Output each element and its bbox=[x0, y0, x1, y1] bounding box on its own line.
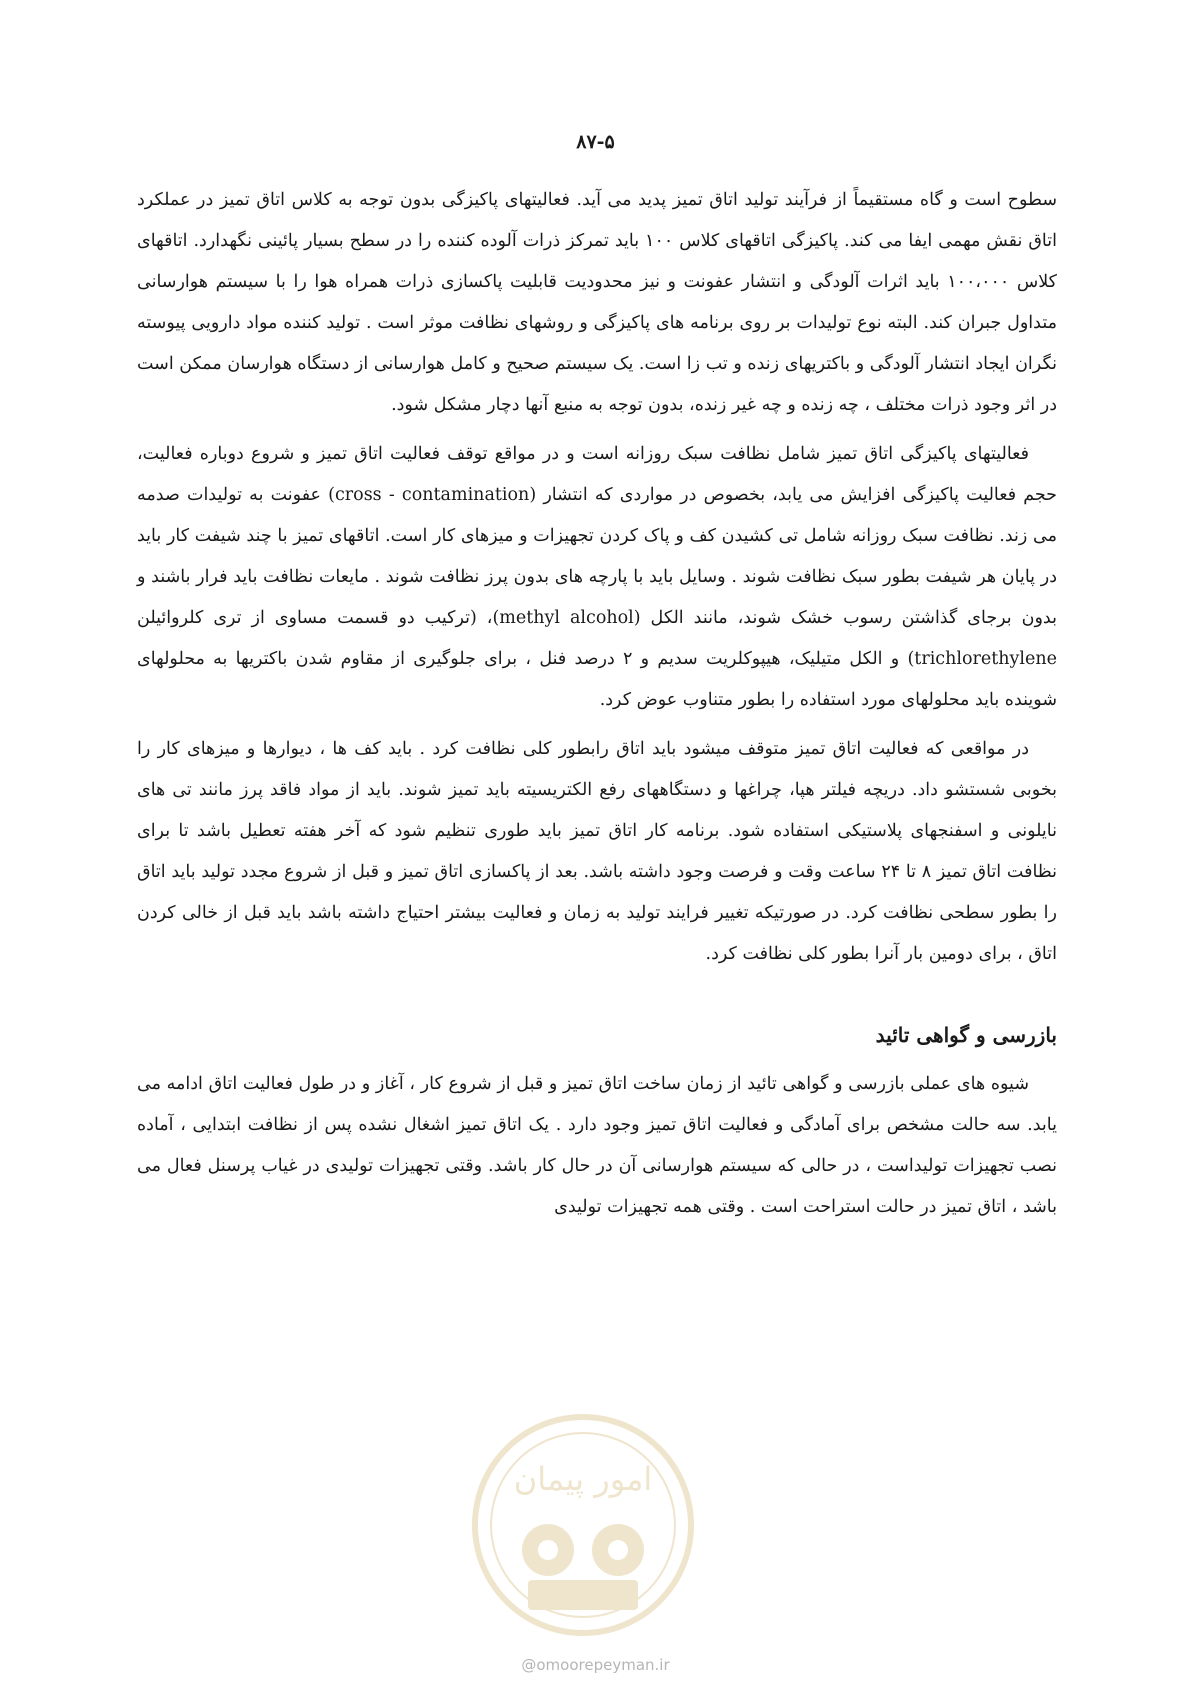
section-paragraph: شیوه های عملی بازرسی و گواهی تائید از زمان ساخت اتاق تمیز و قبل از شروع کار ، آغاز و در طول فعالیت اتاق ادامه می یابد. سه حالت مشخص برای آمادگی و فعالیت اتاق تمیز وجود دارد . یک اتاق تمیز اشغال نشده پس از نظافت ابتدایی ، آماده نصب تجهیزات تولیداست ، در حالی که سیستم هوارسانی آن در حال کار باشد. وقتی تجهیزات تولیدی در غیاب پرسنل فعال می باشد ، اتاق تمیز در حالت استراحت است . وقتی همه تجهیزات تولیدی bbox=[137, 1074, 1057, 1217]
watermark-logo bbox=[468, 1410, 698, 1640]
page-body bbox=[137, 180, 1057, 1236]
watermark-text: امور پیمان bbox=[513, 1460, 653, 1498]
footer-website: @omoorepeyman.ir bbox=[521, 1656, 670, 1674]
paragraph-1: سطوح است و گاه مستقیماً از فرآیند تولید اتاق تمیز پدید می آید. فعالیتهای پاکیزگی بدون توجه به کلاس اتاق تمیز در عملکرد اتاق نقش مهمی ایفا می کند. پاکیزگی اتاقهای کلاس ۱۰۰ باید تمرکز ذرات آلوده کننده را در سطح بسیار پائینی نگهدارد. اتاقهای کلاس ۱۰۰،۰۰۰ باید اثرات آلودگی و انتشار عفونت و نیز محدودیت قابلیت پاکسازی ذرات همراه هوا را با سیستم هوارسانی متداول جبران کند. البته نوع تولیدات بر روی برنامه های پاکیزگی و روشهای نظافت موثر است . تولید کننده مواد دارویی پیوسته نگران ایجاد انتشار آلودگی و باکتریهای زنده و تب زا است. یک سیستم صحیح و کامل هوارسانی از دستگاه هوارسان ممکن است در اثر وجود ذرات مختلف ، چه زنده و چه غیر زنده، بدون توجه به منبع آنها دچار مشکل شود. bbox=[137, 190, 1057, 415]
paragraph-2: فعالیتهای پاکیزگی اتاق تمیز شامل نظافت سبک روزانه است و در مواقع توقف فعالیت اتاق تمیز و شروع دوباره فعالیت، حجم فعالیت پاکیزگی افزایش می یابد، بخصوص در مواردی که انتشار (cross - contamination) عفونت به تولیدات صدمه می زند. نظافت سبک روزانه شامل تی کشیدن کف و پاک کردن تجهیزات و میزهای کار است. اتاقهای تمیز با چند شیفت کار باید در پایان هر شیفت بطور سبک نظافت شوند . وسایل باید با پارچه های بدون پرز نظافت شوند . مایعات نظافت باید فرار باشند و بدون برجای گذاشتن رسوب خشک شوند، مانند الکل (methyl alcohol)، (ترکیب دو قسمت مساوی از تری کلروائیلن trichlorethylene) و الکل متیلیک، هیپوکلریت سدیم و ۲ درصد فنل ، برای جلوگیری از مقاوم شدن باکتریها به محلولهای شوینده باید محلولهای مورد استفاده را بطور متناوب عوض کرد. bbox=[137, 444, 1058, 710]
page-number: ۸۷-۵ bbox=[576, 131, 615, 153]
section-heading: بازرسی و گواهی تائید bbox=[875, 1023, 1057, 1047]
paragraph-3: در مواقعی که فعالیت اتاق تمیز متوقف میشود باید اتاق رابطور کلی نظافت کرد . باید کف ها ، دیوارها و میزهای کار را بخوبی شستشو داد. دریچه فیلتر هپا، چراغها و دستگاههای رفع الکتریسیته باید تمیز شوند. باید از مواد فاقد پرز مانند تی های نایلونی و اسفنجهای پلاستیکی استفاده شود. برنامه کار اتاق تمیز باید طوری تنظیم شود که آخر هفته تعطیل باشد تا برای نظافت اتاق تمیز ۸ تا ۲۴ ساعت وقت و فرصت وجود داشته باشد. بعد از پاکسازی اتاق تمیز و قبل از شروع مجدد تولید باید اتاق را بطور سطحی نظافت کرد. در صورتیکه تغییر فرایند تولید به زمان و فعالیت بیشتر احتیاج داشته باشد باید قبل از خالی کردن اتاق ، برای دومین بار آنرا بطور کلی نظافت کرد. bbox=[137, 739, 1057, 964]
